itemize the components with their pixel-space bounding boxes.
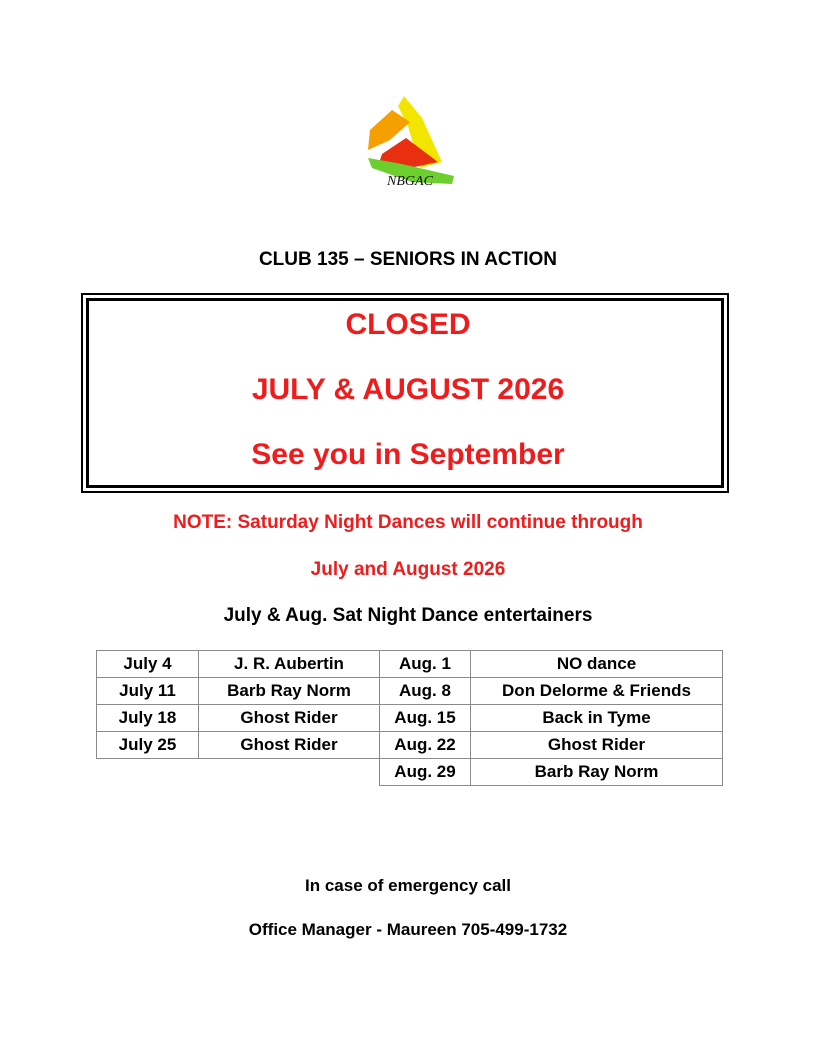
july-date: July 4	[97, 651, 199, 678]
aug-act: Barb Ray Norm	[471, 759, 723, 786]
note-line-2: July and August 2026	[310, 559, 506, 580]
emergency-heading: In case of emergency call	[305, 876, 511, 895]
table-row	[97, 678, 723, 705]
aug-date: Aug. 8	[380, 678, 471, 705]
july-date: July 25	[97, 732, 199, 759]
aug-date: Aug. 22	[380, 732, 471, 759]
aug-date: Aug. 15	[380, 705, 471, 732]
see-you-message: See you in September	[251, 438, 565, 471]
club-title: CLUB 135 – SENIORS IN ACTION	[258, 249, 558, 270]
july-date: July 11	[97, 678, 199, 705]
july-act: Ghost Rider	[199, 705, 380, 732]
closed-heading: CLOSED	[345, 308, 471, 341]
nbgac-logo	[362, 92, 458, 196]
aug-act: NO dance	[471, 651, 723, 678]
july-act: Barb Ray Norm	[199, 678, 380, 705]
july-act: J. R. Aubertin	[199, 651, 380, 678]
aug-date: Aug. 29	[380, 759, 471, 786]
note-line-1: NOTE: Saturday Night Dances will continue through	[173, 512, 643, 533]
entertainers-heading: July & Aug. Sat Night Dance entertainers	[223, 605, 593, 626]
table-row	[97, 705, 723, 732]
july-date: July 18	[97, 705, 199, 732]
table-row	[97, 651, 723, 678]
aug-act: Ghost Rider	[471, 732, 723, 759]
closure-months: JULY & AUGUST 2026	[251, 373, 565, 406]
july-act: Ghost Rider	[199, 732, 380, 759]
logo-text: NBGAC	[387, 174, 433, 189]
office-manager-contact: Office Manager - Maureen 705-499-1732	[248, 920, 568, 939]
aug-act: Don Delorme & Friends	[471, 678, 723, 705]
table-row	[97, 759, 723, 786]
aug-act: Back in Tyme	[471, 705, 723, 732]
empty-cell	[199, 759, 380, 786]
table-row	[97, 732, 723, 759]
aug-date: Aug. 1	[380, 651, 471, 678]
empty-cell	[97, 759, 199, 786]
entertainers-table	[96, 650, 723, 786]
